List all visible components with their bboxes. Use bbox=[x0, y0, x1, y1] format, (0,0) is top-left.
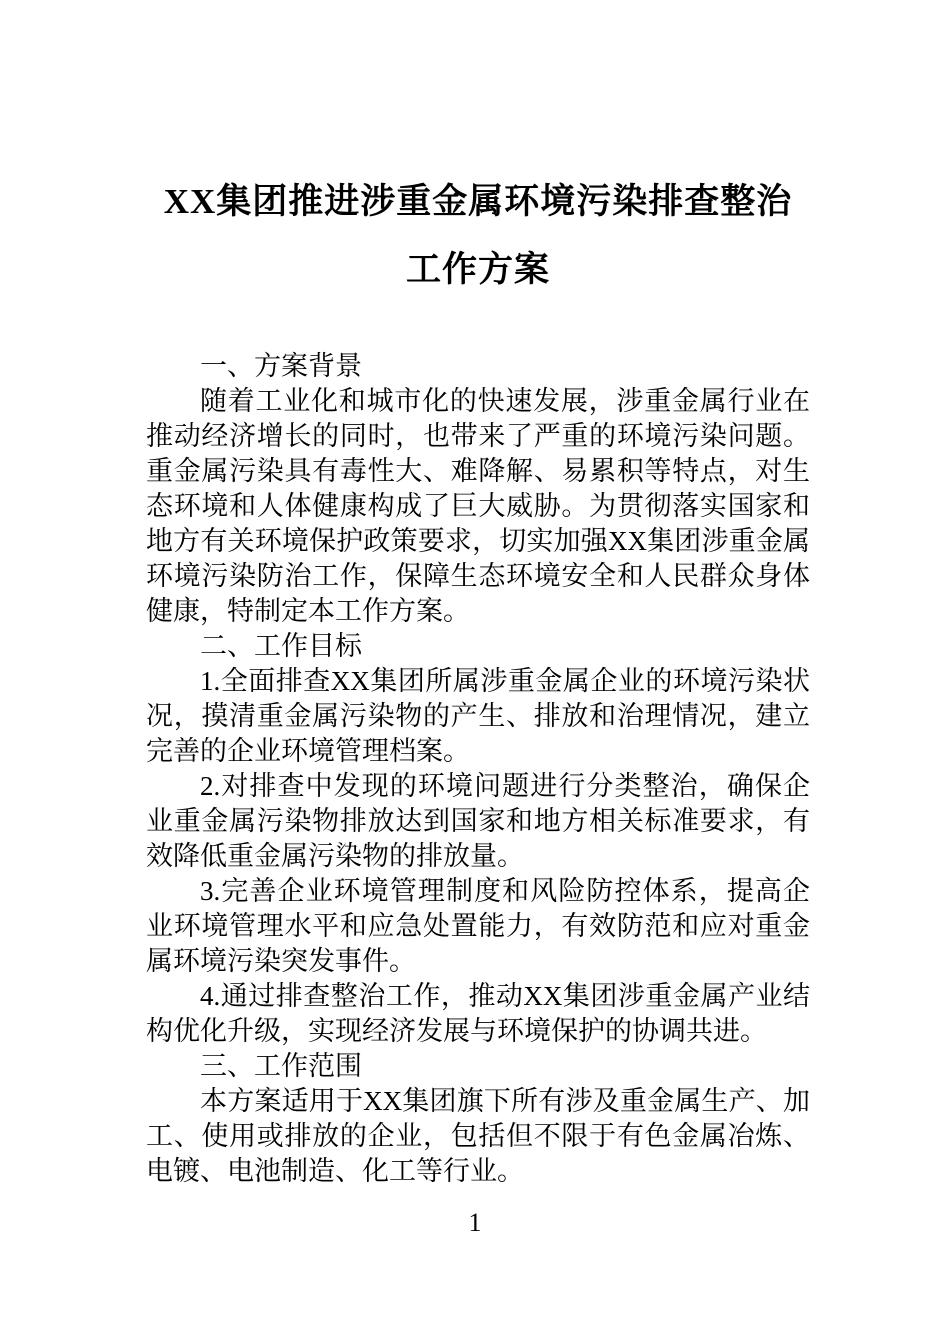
page-number: 1 bbox=[468, 1208, 482, 1237]
paragraph-goal-4: 4.通过排查整治工作，推动XX集团涉重金属产业结构优化升级，实现经济发展与环境保护的协调共进。 bbox=[146, 980, 810, 1046]
document-title: XX集团推进涉重金属环境污染排查整治工作方案 bbox=[163, 182, 793, 290]
section-heading-scope: 三、工作范围 bbox=[200, 1050, 362, 1081]
paragraph-goal-1: 1.全面排查XX集团所属涉重金属企业的环境污染状况，摸清重金属污染物的产生、排放和治理情况，建立完善的企业环境管理档案。 bbox=[146, 665, 810, 766]
section-heading-background: 一、方案背景 bbox=[200, 350, 362, 381]
paragraph-goal-2: 2.对排查中发现的环境问题进行分类整治，确保企业重金属污染物排放达到国家和地方相关标准要求，有效降低重金属污染物的排放量。 bbox=[146, 770, 810, 871]
paragraph-goal-3: 3.完善企业环境管理制度和风险防控体系，提高企业环境管理水平和应急处置能力，有效防范和应对重金属环境污染突发事件。 bbox=[146, 875, 810, 976]
paragraph-scope: 本方案适用于XX集团旗下所有涉及重金属生产、加工、使用或排放的企业，包括但不限于有色金属冶炼、电镀、电池制造、化工等行业。 bbox=[146, 1085, 810, 1186]
paragraph-background: 随着工业化和城市化的快速发展，涉重金属行业在推动经济增长的同时，也带来了严重的环境污染问题。重金属污染具有毒性大、难降解、易累积等特点，对生态环境和人体健康构成了巨大威胁。为贯彻落实国家和地方有关环境保护政策要求，切实加强XX集团涉重金属环境污染防治工作，保障生态环境安全和人民群众身体健康，特制定本工作方案。 bbox=[146, 385, 810, 626]
section-heading-goals: 二、工作目标 bbox=[200, 630, 362, 661]
document-body bbox=[146, 349, 810, 1189]
